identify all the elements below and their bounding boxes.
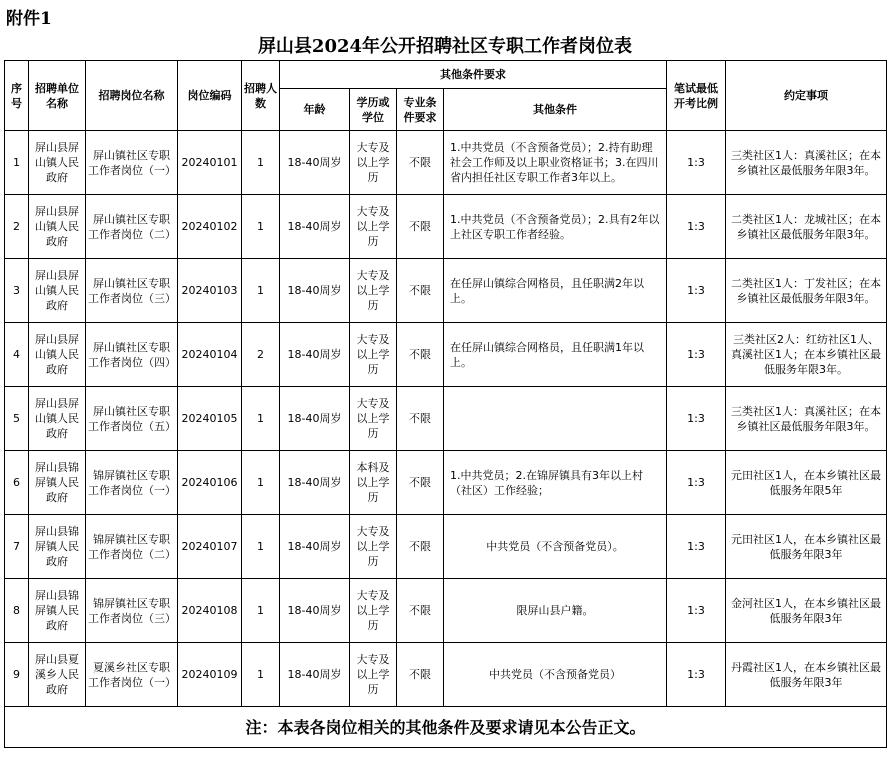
cell-age: 18-40周岁 xyxy=(280,515,350,579)
cell-unit: 屏山县锦屏镇人民政府 xyxy=(29,451,86,515)
table-row xyxy=(5,131,887,195)
cell-agreed: 二类社区1人：龙城社区；在本乡镇社区最低服务年限3年。 xyxy=(726,195,887,259)
cell-code: 20240105 xyxy=(178,387,242,451)
table-row xyxy=(5,451,887,515)
header-edu: 学历或学位 xyxy=(350,89,397,131)
cell-other: 中共党员（不含预备党员）。 xyxy=(444,515,667,579)
cell-age: 18-40周岁 xyxy=(280,643,350,707)
cell-major: 不限 xyxy=(397,643,444,707)
cell-unit: 屏山县屏山镇人民政府 xyxy=(29,131,86,195)
cell-seq: 5 xyxy=(5,387,29,451)
header-unit: 招聘单位名称 xyxy=(29,61,86,131)
cell-position: 屏山镇社区专职工作者岗位（一） xyxy=(86,131,178,195)
cell-agreed: 金河社区1人，在本乡镇社区最低服务年限3年 xyxy=(726,579,887,643)
cell-ratio: 1:3 xyxy=(667,131,726,195)
cell-major: 不限 xyxy=(397,131,444,195)
cell-count: 1 xyxy=(242,195,280,259)
cell-ratio: 1:3 xyxy=(667,195,726,259)
cell-ratio: 1:3 xyxy=(667,579,726,643)
header-agreed: 约定事项 xyxy=(726,61,887,131)
table-row xyxy=(5,579,887,643)
cell-other: 在任屏山镇综合网格员，且任职满1年以上。 xyxy=(444,323,667,387)
cell-seq: 7 xyxy=(5,515,29,579)
cell-seq: 3 xyxy=(5,259,29,323)
cell-other: 中共党员（不含预备党员） xyxy=(444,643,667,707)
cell-major: 不限 xyxy=(397,387,444,451)
cell-age: 18-40周岁 xyxy=(280,195,350,259)
cell-age: 18-40周岁 xyxy=(280,323,350,387)
header-count: 招聘人数 xyxy=(242,61,280,131)
cell-major: 不限 xyxy=(397,323,444,387)
cell-position: 锦屏镇社区专职工作者岗位（一） xyxy=(86,451,178,515)
cell-agreed: 丹霞社区1人，在本乡镇社区最低服务年限3年 xyxy=(726,643,887,707)
cell-count: 1 xyxy=(242,131,280,195)
cell-position: 锦屏镇社区专职工作者岗位（三） xyxy=(86,579,178,643)
cell-edu: 大专及以上学历 xyxy=(350,643,397,707)
cell-edu: 大专及以上学历 xyxy=(350,515,397,579)
cell-ratio: 1:3 xyxy=(667,387,726,451)
note-row xyxy=(5,707,887,748)
cell-code: 20240108 xyxy=(178,579,242,643)
cell-ratio: 1:3 xyxy=(667,451,726,515)
cell-ratio: 1:3 xyxy=(667,643,726,707)
cell-agreed: 元田社区1人，在本乡镇社区最低服务年限5年 xyxy=(726,451,887,515)
cell-other: 1.中共党员（不含预备党员）；2.持有助理社会工作师及以上职业资格证书；3.在四川省内担任社区专职工作者3年以上。 xyxy=(444,131,667,195)
table-row xyxy=(5,195,887,259)
cell-count: 1 xyxy=(242,643,280,707)
cell-age: 18-40周岁 xyxy=(280,579,350,643)
cell-unit: 屏山县屏山镇人民政府 xyxy=(29,323,86,387)
cell-count: 1 xyxy=(242,579,280,643)
cell-agreed: 二类社区1人：丁发社区；在本乡镇社区最低服务年限3年。 xyxy=(726,259,887,323)
cell-seq: 4 xyxy=(5,323,29,387)
cell-code: 20240102 xyxy=(178,195,242,259)
cell-edu: 大专及以上学历 xyxy=(350,579,397,643)
cell-unit: 屏山县屏山镇人民政府 xyxy=(29,195,86,259)
cell-unit: 屏山县屏山镇人民政府 xyxy=(29,259,86,323)
cell-seq: 2 xyxy=(5,195,29,259)
cell-code: 20240104 xyxy=(178,323,242,387)
cell-other: 1.中共党员（不含预备党员）；2.具有2年以上社区专职工作者经验。 xyxy=(444,195,667,259)
cell-other: 在任屏山镇综合网格员，且任职满2年以上。 xyxy=(444,259,667,323)
table-row xyxy=(5,387,887,451)
cell-unit: 屏山县锦屏镇人民政府 xyxy=(29,579,86,643)
cell-code: 20240103 xyxy=(178,259,242,323)
cell-unit: 屏山县屏山镇人民政府 xyxy=(29,387,86,451)
cell-major: 不限 xyxy=(397,451,444,515)
cell-seq: 8 xyxy=(5,579,29,643)
cell-code: 20240109 xyxy=(178,643,242,707)
header-other: 其他条件 xyxy=(444,89,667,131)
cell-age: 18-40周岁 xyxy=(280,131,350,195)
positions-table xyxy=(4,60,887,748)
cell-age: 18-40周岁 xyxy=(280,259,350,323)
cell-code: 20240106 xyxy=(178,451,242,515)
table-row xyxy=(5,323,887,387)
cell-other: 1.中共党员；2.在锦屏镇具有3年以上村（社区）工作经验； xyxy=(444,451,667,515)
cell-unit: 屏山县夏溪乡人民政府 xyxy=(29,643,86,707)
header-major: 专业条件要求 xyxy=(397,89,444,131)
cell-unit: 屏山县锦屏镇人民政府 xyxy=(29,515,86,579)
header-code: 岗位编码 xyxy=(178,61,242,131)
header-position: 招聘岗位名称 xyxy=(86,61,178,131)
header-ratio: 笔试最低开考比例 xyxy=(667,61,726,131)
header-seq: 序号 xyxy=(5,61,29,131)
cell-major: 不限 xyxy=(397,195,444,259)
page-title: 屏山县2024年公开招聘社区专职工作者岗位表 xyxy=(257,36,633,57)
cell-position: 屏山镇社区专职工作者岗位（五） xyxy=(86,387,178,451)
cell-position: 锦屏镇社区专职工作者岗位（二） xyxy=(86,515,178,579)
cell-agreed: 三类社区1人：真溪社区；在本乡镇社区最低服务年限3年。 xyxy=(726,387,887,451)
cell-edu: 本科及以上学历 xyxy=(350,451,397,515)
table-note: 注：本表各岗位相关的其他条件及要求请见本公告正文。 xyxy=(5,707,887,748)
cell-count: 1 xyxy=(242,451,280,515)
cell-seq: 9 xyxy=(5,643,29,707)
cell-position: 屏山镇社区专职工作者岗位（二） xyxy=(86,195,178,259)
header-age: 年龄 xyxy=(280,89,350,131)
cell-position: 夏溪乡社区专职工作者岗位（一） xyxy=(86,643,178,707)
cell-seq: 1 xyxy=(5,131,29,195)
table-row xyxy=(5,643,887,707)
cell-position: 屏山镇社区专职工作者岗位（四） xyxy=(86,323,178,387)
cell-major: 不限 xyxy=(397,259,444,323)
cell-count: 1 xyxy=(242,515,280,579)
cell-position: 屏山镇社区专职工作者岗位（三） xyxy=(86,259,178,323)
cell-count: 1 xyxy=(242,259,280,323)
cell-ratio: 1:3 xyxy=(667,259,726,323)
table-row xyxy=(5,259,887,323)
cell-ratio: 1:3 xyxy=(667,515,726,579)
cell-agreed: 三类社区1人：真溪社区；在本乡镇社区最低服务年限3年。 xyxy=(726,131,887,195)
header-other-req: 其他条件要求 xyxy=(280,61,667,89)
cell-agreed: 元田社区1人，在本乡镇社区最低服务年限3年 xyxy=(726,515,887,579)
cell-code: 20240107 xyxy=(178,515,242,579)
cell-edu: 大专及以上学历 xyxy=(350,131,397,195)
cell-major: 不限 xyxy=(397,579,444,643)
cell-count: 1 xyxy=(242,387,280,451)
cell-agreed: 三类社区2人：红纺社区1人、真溪社区1人；在本乡镇社区最低服务年限3年。 xyxy=(726,323,887,387)
cell-seq: 6 xyxy=(5,451,29,515)
cell-ratio: 1:3 xyxy=(667,323,726,387)
cell-age: 18-40周岁 xyxy=(280,451,350,515)
cell-edu: 大专及以上学历 xyxy=(350,323,397,387)
cell-edu: 大专及以上学历 xyxy=(350,195,397,259)
table-row xyxy=(5,515,887,579)
cell-edu: 大专及以上学历 xyxy=(350,259,397,323)
cell-major: 不限 xyxy=(397,515,444,579)
cell-age: 18-40周岁 xyxy=(280,387,350,451)
cell-other: 限屏山县户籍。 xyxy=(444,579,667,643)
cell-count: 2 xyxy=(242,323,280,387)
cell-edu: 大专及以上学历 xyxy=(350,387,397,451)
cell-code: 20240101 xyxy=(178,131,242,195)
cell-other xyxy=(444,387,667,451)
attachment-label: 附件1 xyxy=(6,9,52,29)
